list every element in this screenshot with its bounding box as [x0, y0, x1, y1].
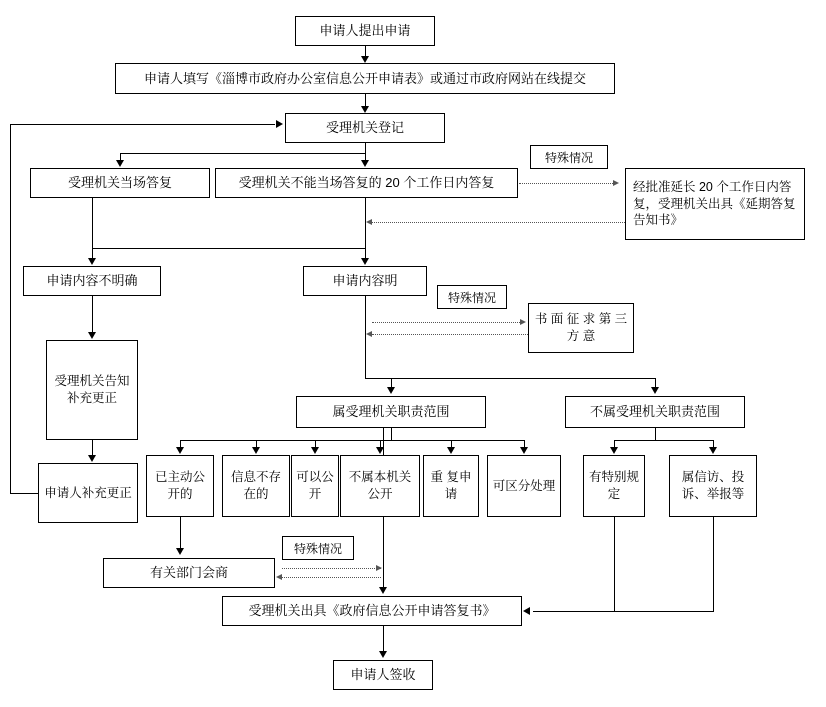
- arrowhead-notify-to-correct: [88, 455, 96, 462]
- node-extend-reply: 经批准延长 20 个工作日内答复，受理机关出具《延期答复告知书》: [625, 168, 805, 240]
- arrowhead-branch-already-public: [176, 447, 184, 454]
- arrowhead-clear-direct-down: [379, 587, 387, 594]
- node-duplicate-request: 重 复申请: [423, 455, 479, 517]
- node-fill-form: 申请人填写《淄博市政府办公室信息公开申请表》或通过市政府网站在线提交: [115, 63, 615, 94]
- connector-20days-to-clear: [365, 248, 366, 258]
- node-applicant-correct: 申请人补充更正: [38, 463, 138, 523]
- connector-correct-to-register: [10, 124, 275, 125]
- node-not-this-org: 不属本机关公开: [340, 455, 420, 517]
- node-can-public: 可以公开: [291, 455, 339, 517]
- arrowhead-to-answer-onsite: [116, 160, 124, 167]
- arrowhead-branch-not-exist: [252, 447, 260, 454]
- node-apply: 申请人提出申请: [295, 16, 435, 46]
- arrowhead-20days-to-clear: [361, 258, 369, 265]
- connector-right-merge-to-reply: [533, 611, 714, 612]
- connector-outscope-down: [655, 428, 656, 440]
- node-answer-onsite: 受理机关当场答复: [30, 168, 210, 198]
- arrowhead-right-merge-to-reply: [523, 607, 530, 615]
- arrowhead-correct-to-register: [276, 120, 283, 128]
- arrowhead-third-party-back: [366, 331, 372, 337]
- node-sign-receipt: 申请人签收: [333, 660, 433, 690]
- node-unclear: 申请内容不明确: [23, 266, 161, 296]
- connector-already-public-down: [180, 517, 181, 536]
- connector-register-down: [365, 143, 366, 153]
- node-third-party-opinion: 书 面 征 求 第 三 方 意: [528, 303, 634, 353]
- node-separable: 可区分处理: [487, 455, 561, 517]
- dotted-branch-to-consult: [282, 577, 381, 578]
- connector-notify-to-correct: [92, 440, 93, 455]
- arrowhead-apply-to-form: [361, 56, 369, 63]
- label-special-case-3: 特殊情况: [282, 536, 354, 560]
- label-special-case-2: 特殊情况: [437, 285, 507, 309]
- arrowhead-branch-to-consult: [276, 574, 282, 580]
- connector-inscope-down: [391, 428, 392, 440]
- arrowhead-already-public-into-consult: [176, 548, 184, 555]
- arrowhead-onsite-to-unclear: [88, 258, 96, 265]
- arrowhead-branch-can-public: [311, 447, 319, 454]
- dotted-consult-to-branch: [282, 568, 381, 569]
- connector-register-split-bar: [120, 153, 366, 154]
- arrowhead-branch-duplicate: [447, 447, 455, 454]
- dotted-clear-to-third-party: [372, 322, 520, 323]
- dotted-third-party-back: [372, 334, 528, 335]
- connector-special-rule-down: [614, 517, 615, 611]
- node-not-exist: 信息不存在的: [222, 455, 290, 517]
- arrowhead-form-to-register: [361, 106, 369, 113]
- arrowhead-reply-to-sign: [379, 651, 387, 658]
- connector-20days-bar: [92, 248, 366, 249]
- dotted-extend-back: [372, 222, 625, 223]
- connector-outscope-bar: [614, 440, 713, 441]
- node-in-scope: 属受理机关职责范围: [296, 396, 486, 428]
- node-already-public: 已主动公开的: [146, 455, 214, 517]
- node-register: 受理机关登记: [285, 113, 445, 143]
- connector-clear-down: [365, 296, 366, 378]
- arrowhead-branch-separable: [520, 447, 528, 454]
- node-special-rule: 有特别规定: [583, 455, 645, 517]
- connector-form-to-register: [365, 94, 366, 106]
- connector-inscope-bar: [180, 440, 524, 441]
- arrowhead-consult-to-branch: [376, 565, 382, 571]
- connector-reply-to-sign: [383, 626, 384, 652]
- arrowhead-branch-complaint: [709, 447, 717, 454]
- arrowhead-unclear-to-notify: [88, 332, 96, 339]
- arrowhead-clear-to-third-party: [520, 319, 526, 325]
- arrowhead-clear-to-inscope: [387, 387, 395, 394]
- node-complaint: 属信访、投诉、举报等: [669, 455, 757, 517]
- arrowhead-extend-back: [366, 219, 372, 225]
- connector-already-public-into-consult: [180, 536, 181, 548]
- connector-unclear-to-notify: [92, 296, 93, 332]
- arrowhead-20days-to-extend: [613, 180, 619, 186]
- connector-correct-up: [10, 124, 11, 493]
- connector-onsite-down: [92, 198, 93, 248]
- label-special-case-1: 特殊情况: [530, 145, 608, 169]
- node-answer-20days: 受理机关不能当场答复的 20 个工作日内答复: [215, 168, 518, 198]
- dotted-20days-to-extend: [519, 183, 613, 184]
- node-consult-dept: 有关部门会商: [103, 558, 275, 588]
- arrowhead-branch-not-this-org: [376, 447, 384, 454]
- connector-clear-split-bar: [365, 378, 655, 379]
- connector-complaint-down: [713, 517, 714, 611]
- node-clear: 申请内容明: [303, 266, 427, 296]
- node-issue-reply: 受理机关出具《政府信息公开申请答复书》: [222, 596, 522, 626]
- arrowhead-to-answer-20days: [361, 160, 369, 167]
- arrowhead-branch-special-rule: [610, 447, 618, 454]
- node-out-scope: 不属受理机关职责范围: [565, 396, 745, 428]
- connector-correct-left: [10, 493, 38, 494]
- arrowhead-clear-to-outscope: [651, 387, 659, 394]
- node-notify-correct: 受理机关告知补充更正: [46, 340, 138, 440]
